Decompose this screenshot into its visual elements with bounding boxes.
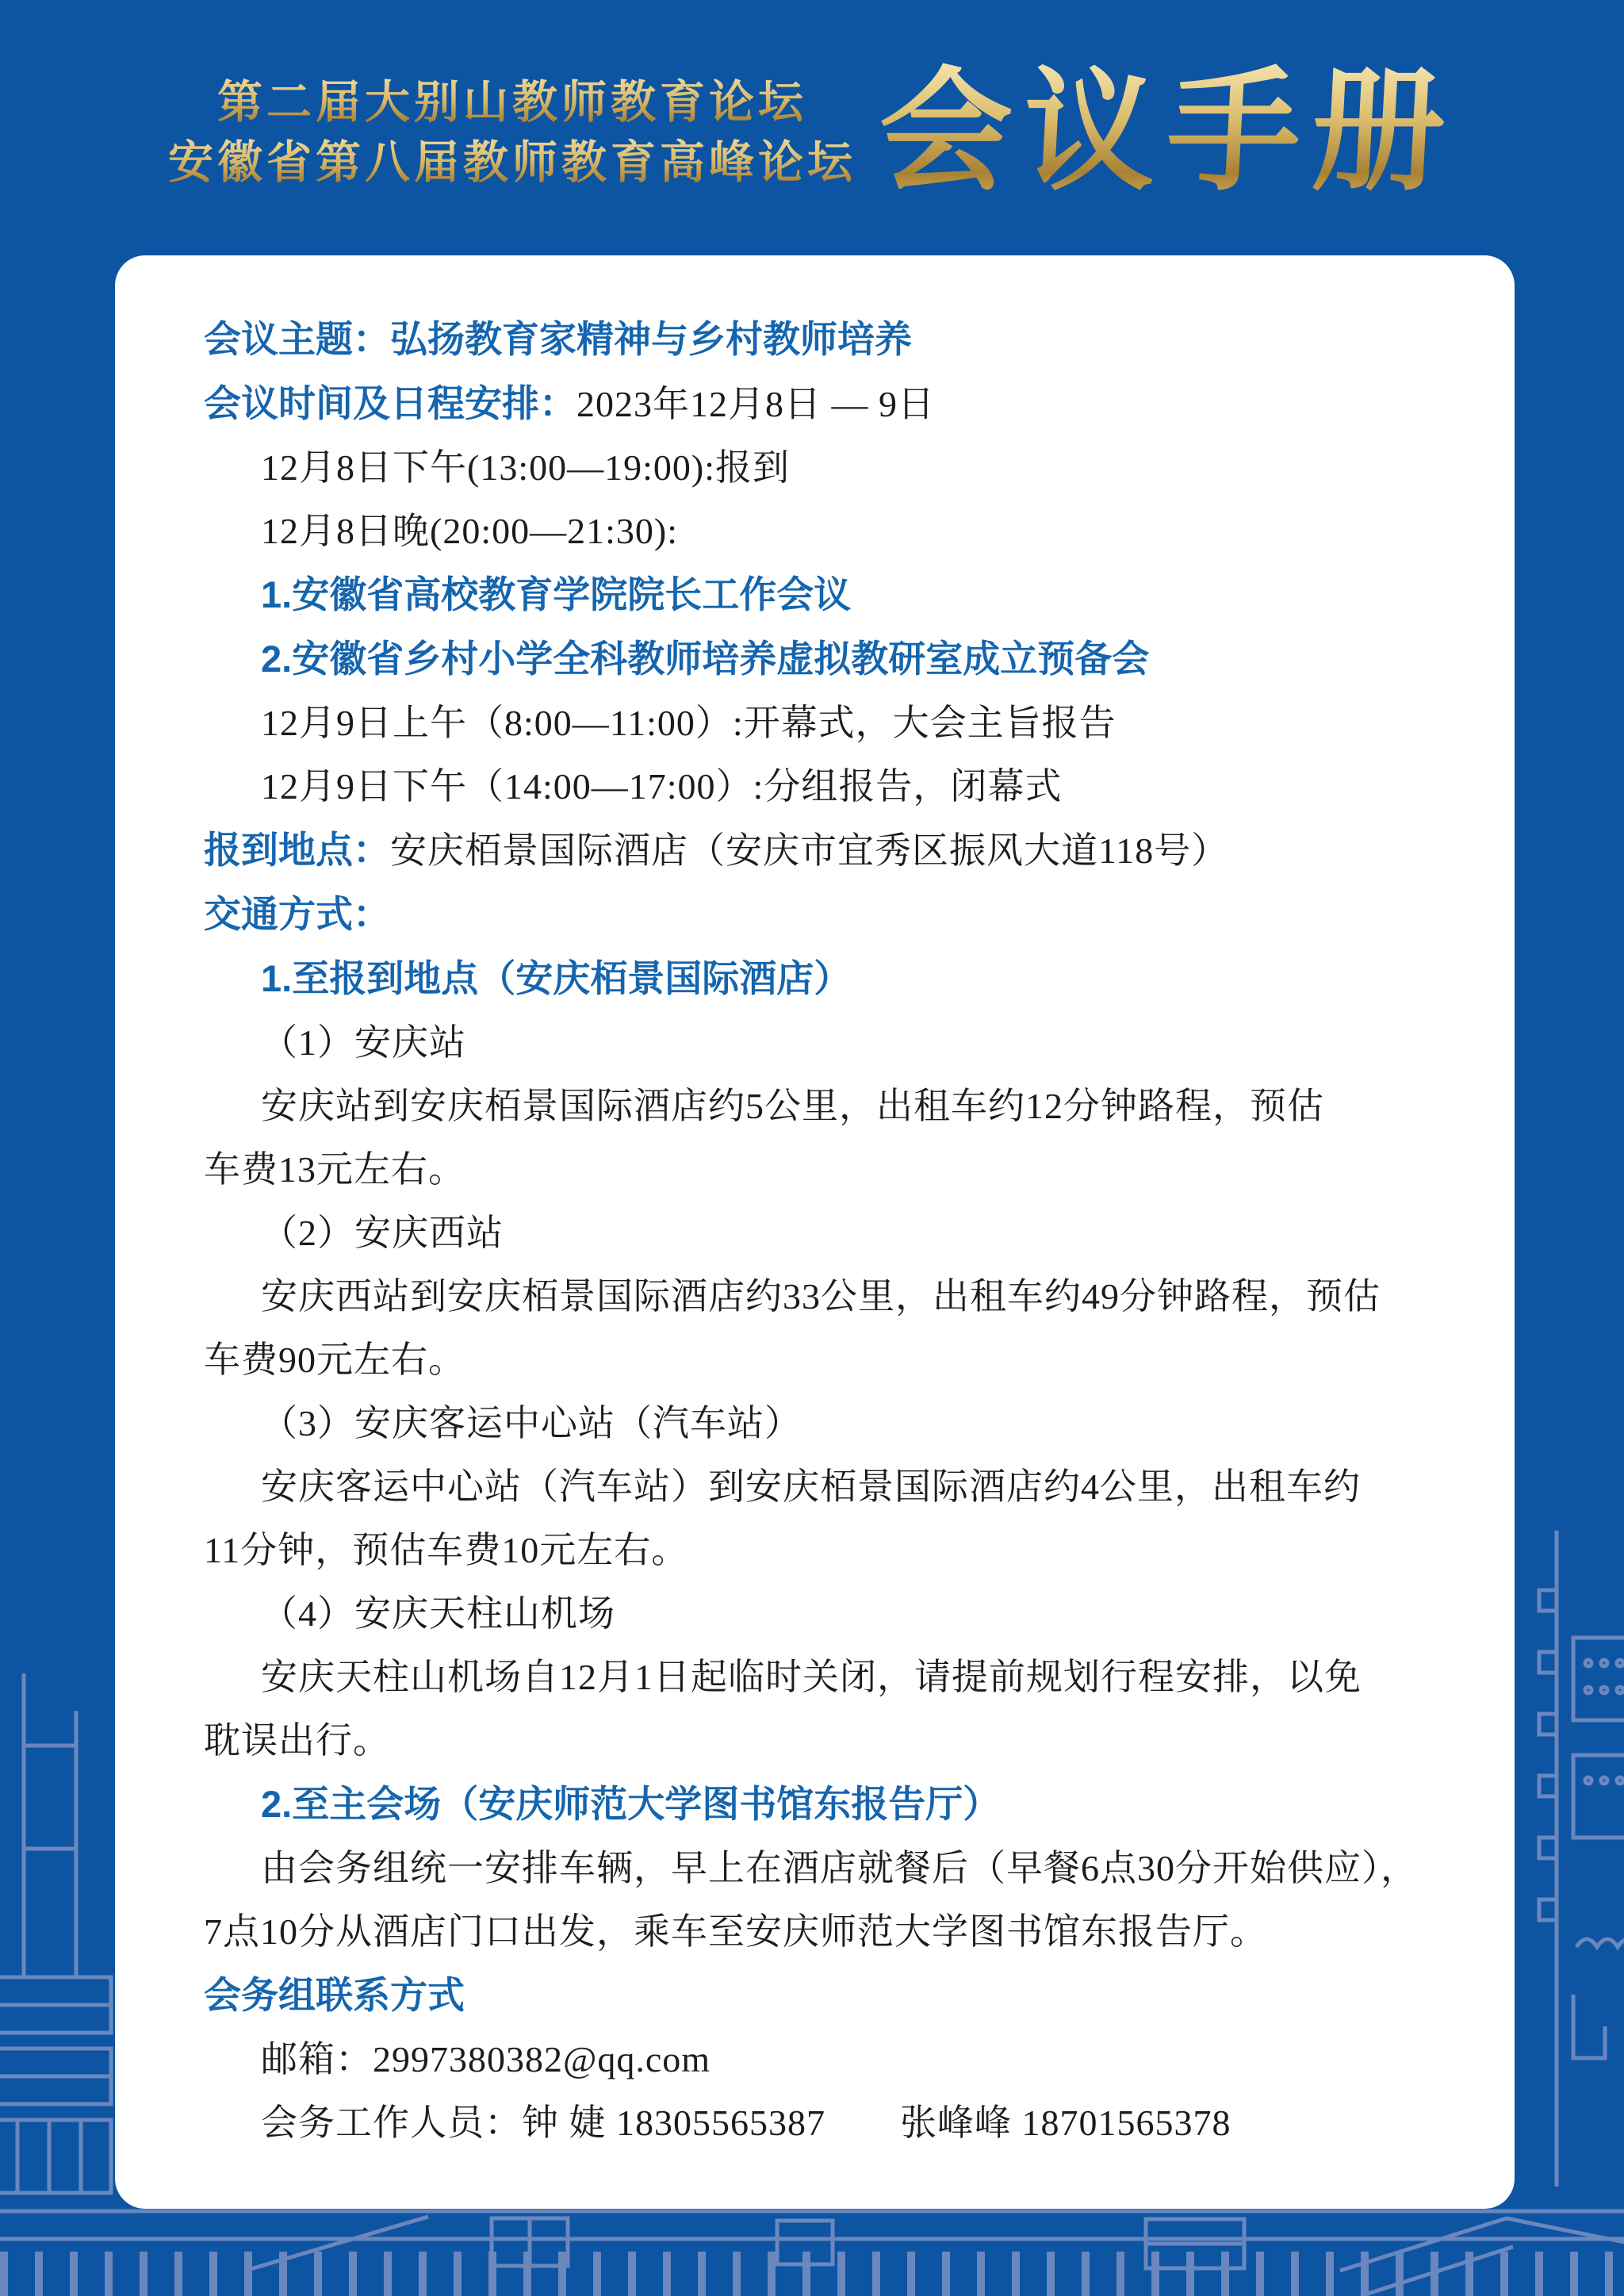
forum-subtitle-line2: 安徽省第八届教师教育高峰论坛 [168,133,856,194]
content-line [204,563,1435,627]
handbook-title: 会议手册 [875,59,1460,207]
content-line [204,755,1435,818]
body-text: 安庆站到安庆栢景国际酒店约5公里，出租车约12分钟路程，预估 [261,1086,1324,1126]
heading-text: 交通方式： [204,893,390,935]
body-text: （2）安庆西站 [261,1213,504,1253]
body-text: 由会务组统一安排车辆，早上在酒店就餐后（早餐6点30分开始供应）， [261,1848,1418,1888]
content-line [204,1709,1435,1773]
content-line [204,1202,1435,1265]
body-text: （4）安庆天柱山机场 [261,1593,615,1634]
content-line [204,1265,1435,1328]
body-text: 安庆栢景国际酒店（安庆市宜秀区振风大道118号） [390,830,1229,871]
body-text: 7点10分从酒店门口出发，乘车至安庆师范大学图书馆东报告厅。 [204,1911,1267,1952]
content-line [204,2091,1435,2155]
forum-subtitles [168,73,856,194]
content-line [204,2028,1435,2091]
heading-text: 2.安徽省乡村小学全科教师培养虚拟教研室成立预备会 [261,638,1150,680]
content-line [204,1075,1435,1138]
content-line [204,1582,1435,1646]
heading-text: 1.安徽省高校教育学院院长工作会议 [261,573,852,615]
body-text: 11分钟，预估车费10元左右。 [204,1530,689,1570]
content-line [204,1900,1435,1964]
content-line [204,1328,1435,1392]
content-line [204,1773,1435,1837]
heading-text: 会议时间及日程安排： [204,382,576,424]
content-line [204,1519,1435,1582]
heading-text: 报到地点： [204,829,390,871]
content-line [204,627,1435,692]
body-text: 12月9日上午（8:00—11:00）:开幕式，大会主旨报告 [261,703,1116,743]
body-text: 12月8日下午(13:00—19:00):报到 [261,447,790,488]
body-text: （1）安庆站 [261,1022,466,1063]
body-text: 安庆西站到安庆栢景国际酒店约33公里，出租车约49分钟路程，预估 [261,1276,1381,1317]
body-text: （3）安庆客运中心站（汽车站） [261,1403,802,1443]
content-line [204,1138,1435,1202]
heading-text: 会务组联系方式 [204,1974,465,2016]
content-line [204,1011,1435,1075]
content-line [204,1646,1435,1709]
forum-subtitle-line1: 第二届大别山教师教育论坛 [168,73,856,133]
content-line [204,947,1435,1011]
body-text: 车费90元左右。 [204,1340,465,1380]
heading-text: 2.至主会场（安庆师范大学图书馆东报告厅） [261,1783,1001,1825]
card-content [204,308,1435,2155]
body-text: 12月8日晚(20:00—21:30): [261,511,678,551]
content-line [204,818,1435,883]
content-line [204,1837,1435,1900]
content-line [204,1964,1435,2028]
content-line [204,436,1435,500]
content-card [115,255,1515,2209]
content-line [204,500,1435,563]
content-line [204,1455,1435,1519]
body-text: 2023年12月8日 — 9日 [576,384,935,424]
content-line [204,372,1435,436]
content-line [204,692,1435,755]
body-text: 12月9日下午（14:00—17:00）:分组报告，闭幕式 [261,766,1063,807]
body-text: 车费13元左右。 [204,1149,465,1190]
body-text: 耽误出行。 [204,1720,390,1761]
heading-text: 1.至报到地点（安庆栢景国际酒店） [261,957,852,999]
body-text: 安庆客运中心站（汽车站）到安庆栢景国际酒店约4公里，出租车约 [261,1466,1361,1507]
header [0,59,1624,207]
content-line [204,308,1435,372]
body-text: 会务工作人员：钟 婕 18305565387 张峰峰 18701565378 [261,2102,1231,2143]
body-text: 安庆天柱山机场自12月1日起临时关闭，请提前规划行程安排，以免 [261,1657,1362,1697]
body-text: 邮箱：2997380382@qq.com [261,2039,711,2079]
content-line [204,1392,1435,1455]
heading-text: 会议主题：弘扬教育家精神与乡村教师培养 [204,318,912,360]
content-line [204,883,1435,947]
